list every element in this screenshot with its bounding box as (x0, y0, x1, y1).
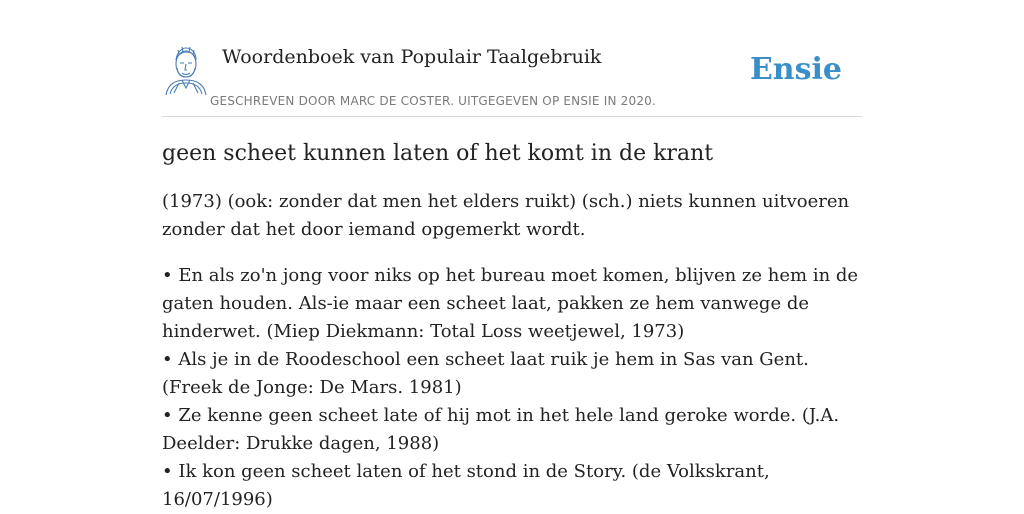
quote-item: • Als je in de Roodeschool een scheet laat ruik je hem in Sas van Gent. (Freek de Jonge: De Mars. 1981) (162, 346, 862, 402)
book-title[interactable]: Woordenboek van Populair Taalgebruik (222, 46, 602, 68)
quote-list (162, 262, 862, 514)
entry-card (162, 40, 862, 514)
quote-item: • En als zo'n jong voor niks op het bureau moet komen, blijven ze hem in de gaten houden. Als-ie maar een scheet laat, pakken ze hem vanwege de hinderwet. (Miep Diekmann: Total Loss weetjewel, 1973) (162, 262, 862, 346)
author-portrait-icon (162, 44, 210, 96)
entry-definition: (1973) (ook: zonder dat men het elders ruikt) (sch.) niets kunnen uitvoeren zonder dat het door iemand opgemerkt wordt. (162, 191, 850, 240)
quote-item: • Ze kenne geen scheet late of hij mot in het hele land geroke worde. (J.A. Deelder: Drukke dagen, 1988) (162, 402, 862, 458)
quote-item: • Ik kon geen scheet laten of het stond in de Story. (de Volkskrant, 16/07/1996) (162, 458, 862, 514)
ensie-logo[interactable]: Ensie (749, 52, 842, 87)
header (162, 40, 862, 117)
entry-term: geen scheet kunnen laten of het komt in de krant (162, 141, 714, 166)
byline: GESCHREVEN DOOR MARC DE COSTER. UITGEGEVEN OP ENSIE IN 2020. (210, 94, 656, 108)
